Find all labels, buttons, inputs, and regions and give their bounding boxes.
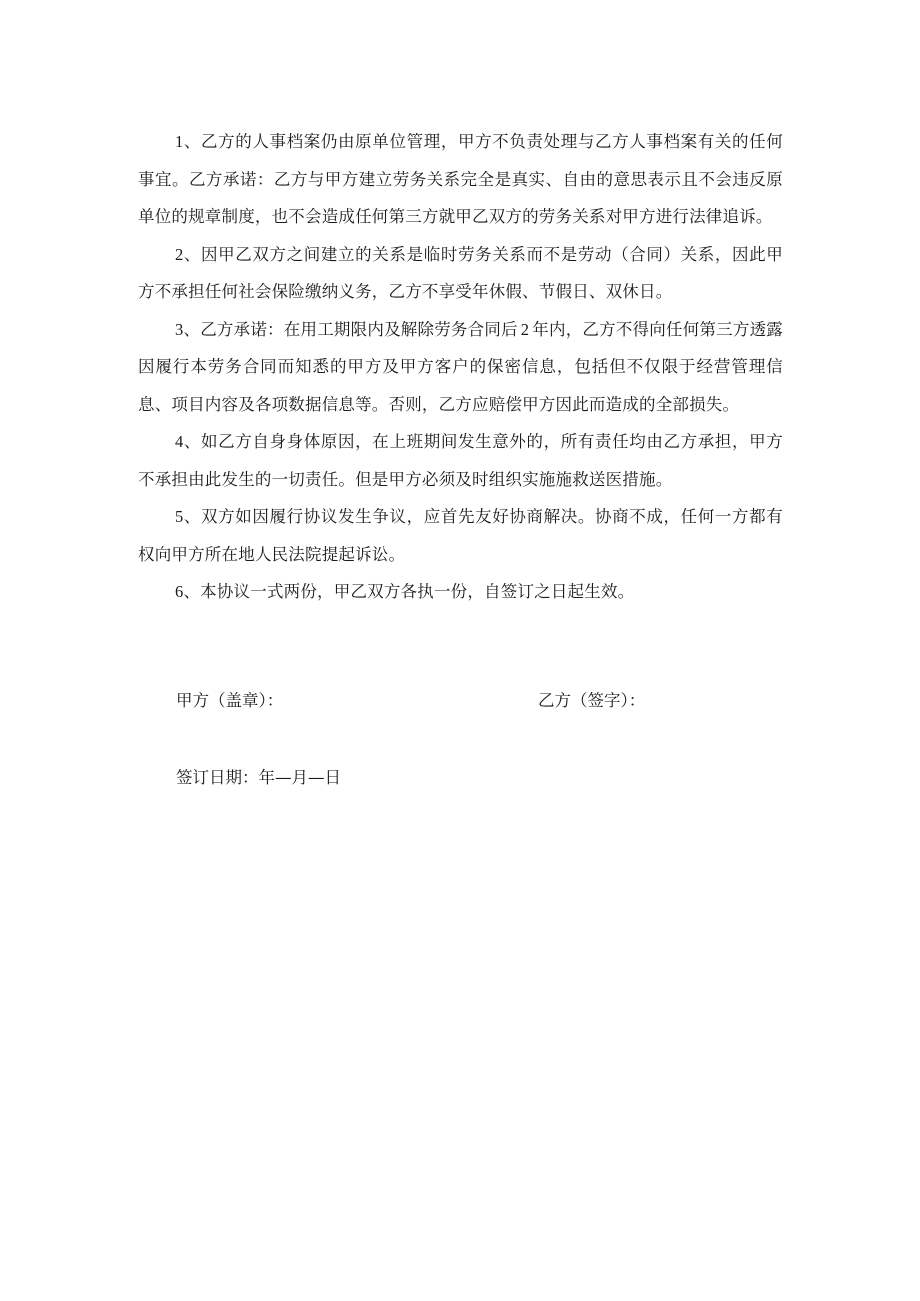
clause-text: 双方如因履行协议发生争议，应首先友好协商解决。协商不成，任何一方都有权向甲方所在地人民法院提起诉讼。	[138, 507, 783, 564]
clause-number: 6	[175, 582, 184, 601]
clause-6	[138, 573, 783, 611]
clause-text: 本协议一式两份，甲乙双方各执一份，自签订之日起生效。	[200, 582, 635, 601]
confidentiality-years: 2	[520, 319, 530, 339]
clause-separator: 、	[183, 244, 202, 264]
clause-3	[138, 311, 783, 424]
clause-text: 因甲乙双方之间建立的关系是临时劳务关系而不是劳动（合同）关系，因此甲方不承担任何社会保险缴纳义务，乙方不享受年休假、节假日、双休日。	[138, 244, 783, 301]
agreement-clauses	[138, 123, 783, 611]
clause-4	[138, 423, 783, 498]
clause-text-continued: 年内，乙方不得向任何第三方透露因履行本劳务合同而知悉的甲方及甲方客户的保密信息，包括但不仅限于经营管理信息、项目内容及各项数据信息等。否则，乙方应赔偿甲方因此而造成的全部损失。	[138, 319, 783, 414]
party-a-seal-label: 甲方（盖章）：	[176, 691, 284, 710]
clause-number: 2	[175, 244, 184, 264]
signature-block	[176, 686, 736, 716]
party-b-signature-label: 乙方（签字）：	[538, 691, 646, 710]
clause-separator: 、	[183, 132, 202, 151]
clause-separator: 、	[183, 507, 202, 526]
clause-2	[138, 236, 783, 311]
clause-text: 乙方承诺：在用工期限内及解除劳务合同后	[200, 319, 518, 339]
clause-1	[138, 123, 783, 236]
clause-number: 3	[175, 319, 184, 339]
clause-number: 1	[175, 132, 184, 151]
signing-date-label: 签订日期：年—月—日	[176, 768, 341, 787]
clause-separator: 、	[183, 582, 201, 601]
clause-separator: 、	[183, 432, 202, 451]
clause-text: 乙方的人事档案仍由原单位管理，甲方不负责处理与乙方人事档案有关的任何事宜。乙方承诺：乙方与甲方建立劳务关系完全是真实、自由的意思表示且不会违反原单位的规章制度，也不会造成任何第三方就甲乙双方的劳务关系对甲方进行法律追诉。	[138, 132, 783, 226]
clause-number: 4	[175, 432, 184, 451]
clause-separator: 、	[183, 319, 201, 339]
clause-text: 如乙方自身身体原因，在上班期间发生意外的，所有责任均由乙方承担，甲方不承担由此发生的一切责任。但是甲方必须及时组织实施施救送医措施。	[138, 432, 783, 489]
clause-number: 5	[175, 507, 184, 526]
clause-5	[138, 498, 783, 573]
